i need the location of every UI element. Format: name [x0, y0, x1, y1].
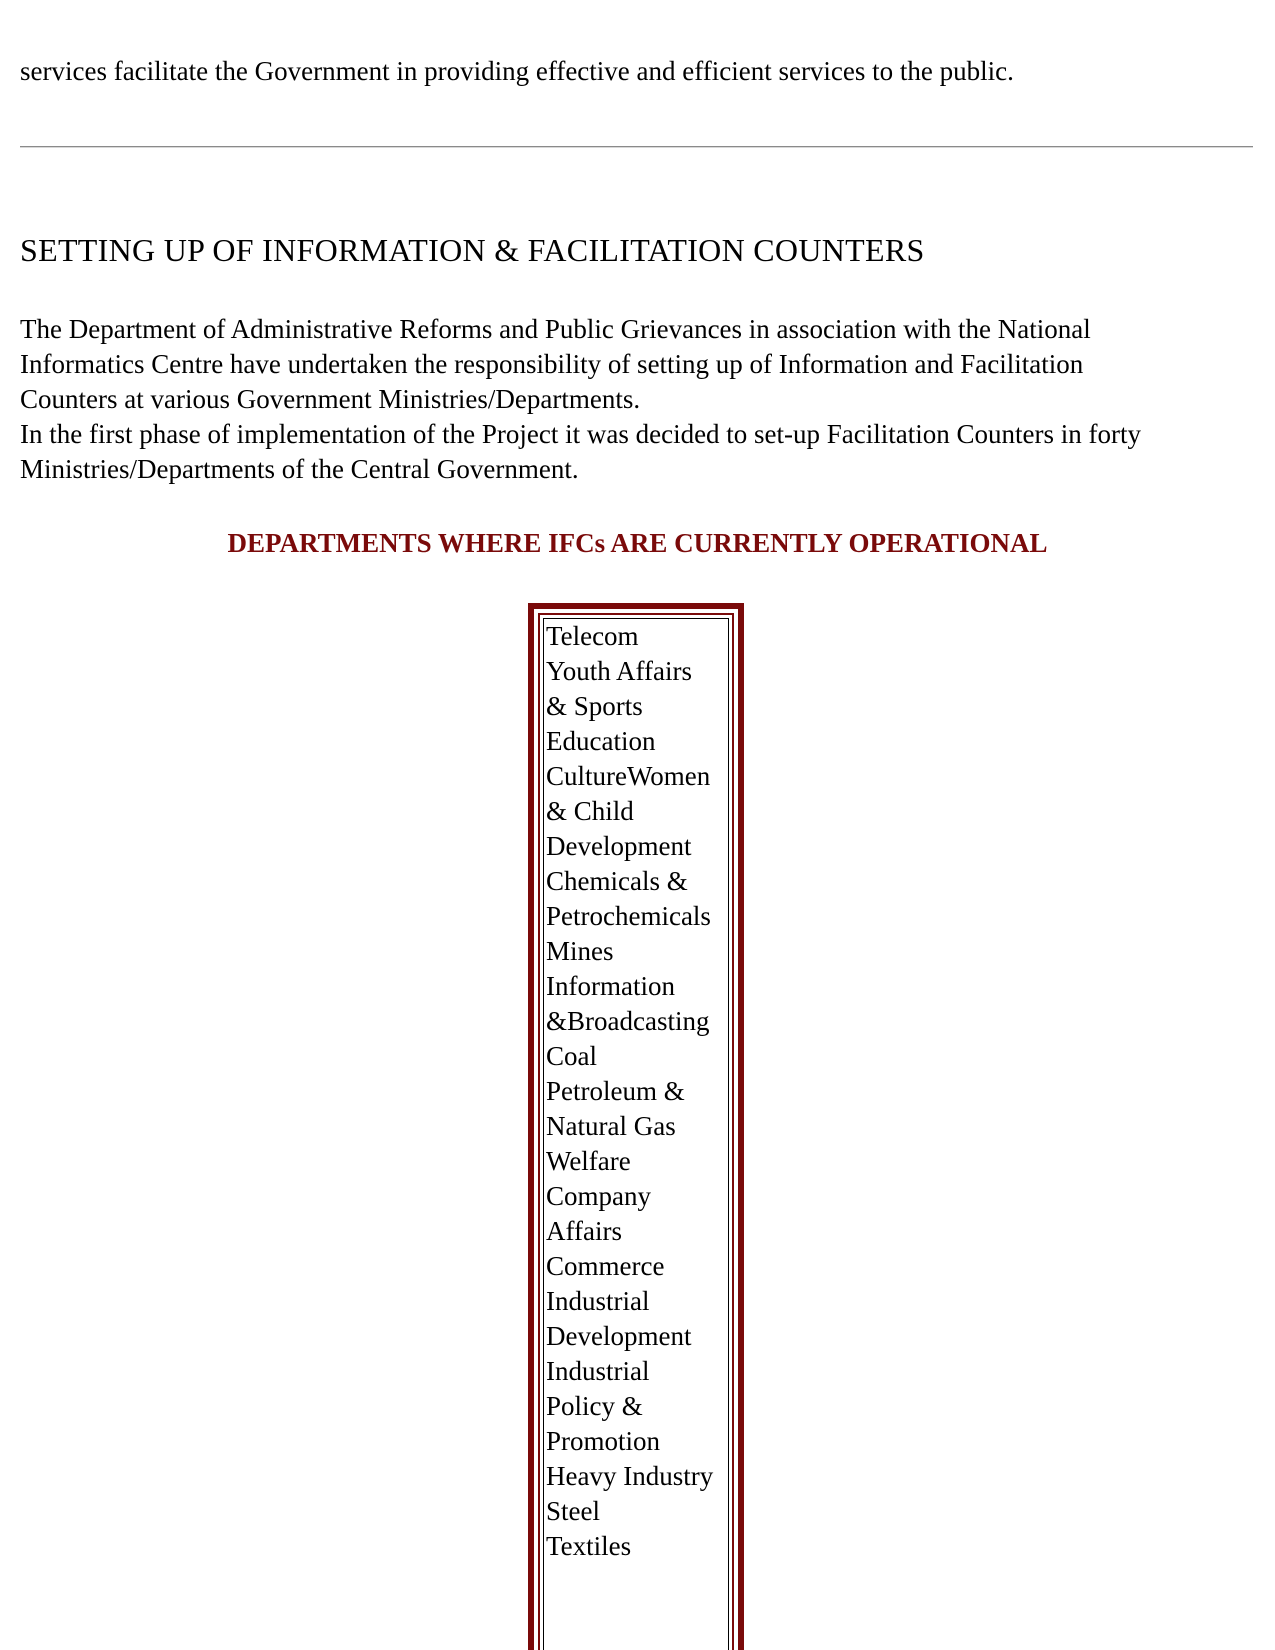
- horizontal-rule: [20, 146, 1253, 148]
- department-list-item: Telecom: [546, 621, 639, 651]
- departments-table: [528, 603, 744, 1650]
- department-list-item: Commerce: [546, 1251, 665, 1281]
- department-list-item: Affairs: [546, 1216, 622, 1246]
- department-list-item: Youth Affairs: [546, 656, 693, 686]
- department-list-item: Steel: [546, 1496, 600, 1526]
- paragraph-line: The Department of Administrative Reforms and Public Grievances in association with the National: [20, 314, 1091, 344]
- paragraph-line: Counters at various Government Ministries/Departments.: [20, 384, 641, 414]
- departments-heading: DEPARTMENTS WHERE IFCs ARE CURRENTLY OPERATIONAL: [227, 528, 1048, 558]
- department-list-item: & Sports: [546, 691, 643, 721]
- department-list-item: Textiles: [546, 1531, 632, 1561]
- department-list-item: Development: [546, 1321, 692, 1351]
- department-list-item: & Child: [546, 796, 634, 826]
- department-list-item: Chemicals &: [546, 866, 688, 896]
- body-paragraph: [20, 312, 1260, 487]
- department-list-item: Welfare: [546, 1146, 631, 1176]
- department-list-item: Promotion: [546, 1426, 661, 1456]
- department-list-item: Education: [546, 726, 656, 756]
- department-list-item: Information: [546, 971, 675, 1001]
- department-list-item: Mines: [546, 936, 614, 966]
- department-list-item: Industrial: [546, 1356, 650, 1386]
- department-list-item: Natural Gas: [546, 1111, 676, 1141]
- departments-table-inner-border: [538, 613, 734, 1650]
- department-list-item: Industrial: [546, 1286, 650, 1316]
- section-heading: SETTING UP OF INFORMATION & FACILITATION COUNTERS: [20, 232, 925, 268]
- paragraph-line: Ministries/Departments of the Central Government.: [20, 454, 579, 484]
- paragraph-line: Informatics Centre have undertaken the responsibility of setting up of Information and Facilitation: [20, 349, 1084, 379]
- paragraph-line: In the first phase of implementation of the Project it was decided to set-up Facilitation Counters in forty: [20, 419, 1141, 449]
- department-list-item: &Broadcasting: [546, 1006, 710, 1036]
- departments-table-cell: [543, 618, 729, 1650]
- department-list-item: Policy &: [546, 1391, 643, 1421]
- department-list-item: CultureWomen: [546, 761, 711, 791]
- department-list-item: Heavy Industry: [546, 1461, 714, 1491]
- department-list-item: Development: [546, 831, 692, 861]
- department-list-item: Petroleum &: [546, 1076, 685, 1106]
- department-list-item: Company: [546, 1181, 651, 1211]
- intro-text: services facilitate the Government in providing effective and efficient services to the public.: [20, 56, 1014, 86]
- departments-list: [544, 619, 728, 1564]
- department-list-item: Petrochemicals: [546, 901, 711, 931]
- department-list-item: Coal: [546, 1041, 597, 1071]
